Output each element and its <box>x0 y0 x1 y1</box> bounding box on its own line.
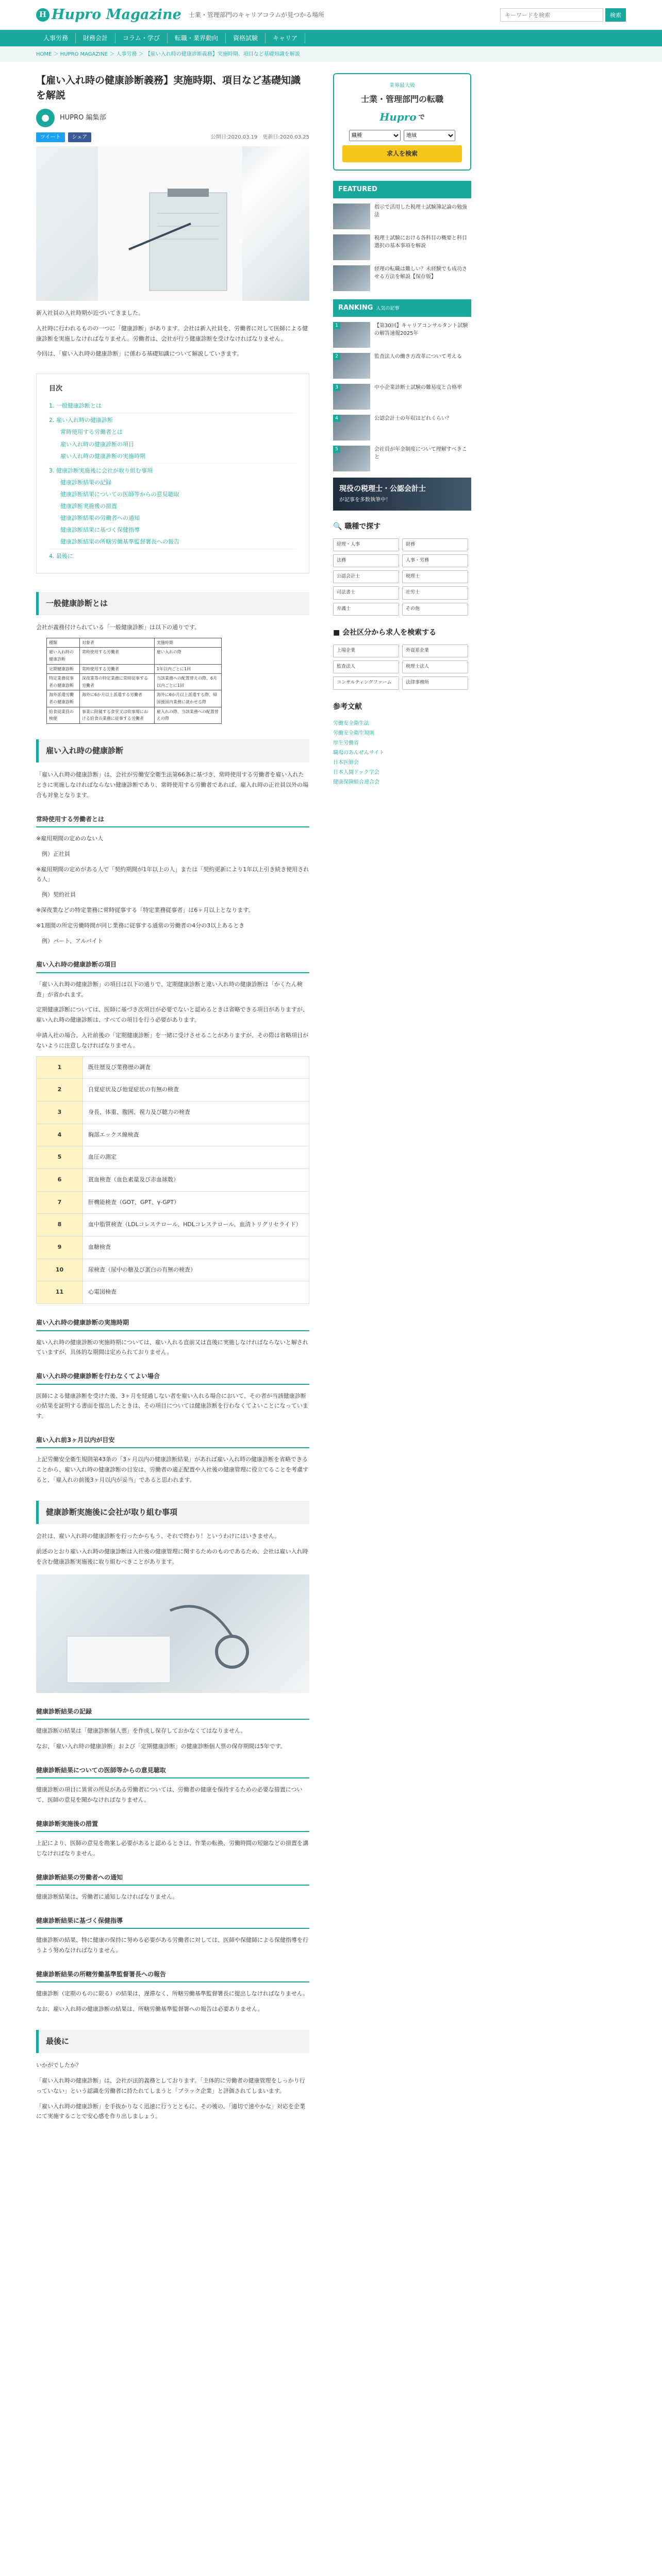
hupro-logo: Hupro で <box>379 111 425 124</box>
table-row <box>37 1236 309 1259</box>
toc-subitem[interactable]: 健康診断結果の所轄労働基準監督署長への報告 <box>60 538 179 546</box>
company-type-tag[interactable]: 税理士法人 <box>402 660 468 673</box>
ranking-heading: RANKING 人気の記事 <box>333 299 471 317</box>
toc-item[interactable]: 3. 健康診断実施後に会社が取り組む事項 <box>49 467 153 474</box>
item-number: 6 <box>37 1169 83 1192</box>
toc-subitem[interactable]: 健康診断結果についての医師等からの意見聴取 <box>60 490 179 498</box>
job-type-tag[interactable]: 公認会計士 <box>333 570 399 583</box>
section-heading: 一般健康診断とは <box>36 592 309 616</box>
subsection-heading: 健康診断結果に基づく保健指導 <box>36 1913 309 1929</box>
nav-item[interactable]: 転職・業界動向 <box>168 33 226 43</box>
ranking-article-title: 【第30回】キャリアコンサルタント試験の解答速報2025年 <box>374 323 468 336</box>
featured-article[interactable] <box>333 234 471 260</box>
rank-number: 2 <box>333 353 340 360</box>
references-title: 参考文献 <box>333 702 362 711</box>
company-type-tag[interactable]: 法律事務所 <box>402 676 468 689</box>
ranking-article-title: 中小企業診断士試験の難易度と合格率 <box>374 384 462 391</box>
featured-article[interactable] <box>333 204 471 229</box>
doctor-clipboard-illustration <box>36 146 309 301</box>
table-row <box>37 1146 309 1169</box>
section-text: 雇い入れ時の健康診断の実施時期については、雇い入れる直前又は直後に実施しなければならないと解されていますが、具体的な期間は定められておりません。 <box>36 1338 308 1356</box>
site-tagline: 士業・管理部門のキャリアコラムが見つかる場所 <box>188 11 325 19</box>
ranking-article-title: 会社員が年金制度について理解すべきこと <box>374 446 467 460</box>
job-search-title: 士業・管理部門の転職 <box>360 94 443 104</box>
table-cell: 対象者 <box>79 638 154 648</box>
item-number: 2 <box>37 1079 83 1101</box>
section-text: なお、雇い入れ時の健康診断の結果は、所轄労働基準監督署への報告は必要ありません。 <box>36 2005 263 2012</box>
item-number: 5 <box>37 1146 83 1169</box>
section-text: 申請入社の場合、入社前後の「定期健康診断」を一緒に受けさせることがありますが、その際は省略項目がないように注意しなければなりません。 <box>36 1031 308 1049</box>
item-label: 尿検査（尿中の糖及び蛋白の有無の検査） <box>83 1259 309 1281</box>
nav-item[interactable]: コラム・学び <box>115 33 168 43</box>
ranking-article[interactable] <box>333 353 471 379</box>
subsection-heading: 健康診断結果についての医師等からの意見聴取 <box>36 1763 309 1778</box>
featured-article-title: 経理の転職は難しい？未経験でも成功させる方法を解説【保存版】 <box>374 266 467 280</box>
table-cell: 雇入れの際、当該業務への配置替えの際 <box>154 707 221 723</box>
table-cell: 雇い入れの際 <box>154 648 221 664</box>
site-logo[interactable]: H Hupro Magazine <box>36 3 181 27</box>
reference-link[interactable]: 労働安全衛生法 <box>333 720 369 726</box>
section-heading: 最後に <box>36 2030 309 2054</box>
table-row <box>37 1281 309 1304</box>
job-type-tags <box>333 538 471 616</box>
list-item: 例）パート、アルバイト <box>36 937 103 944</box>
list-item: ※雇用期間の定めのない人 <box>36 835 104 842</box>
table-cell: 常時使用する労働者 <box>79 664 154 674</box>
section-text: 会社は、雇い入れ時の健康診断を行ったからもう、それで終わり！というわけにはいきません。 <box>36 1533 280 1540</box>
tweet-button[interactable]: ツイート <box>36 132 65 142</box>
item-number: 4 <box>37 1124 83 1146</box>
table-cell: 常時使用する労働者 <box>79 648 154 664</box>
reference-link[interactable]: 日本医師会 <box>333 759 359 766</box>
share-bar <box>36 132 309 142</box>
job-type-title: 🔍 職種で探す <box>333 522 381 531</box>
article-thumbnail <box>333 353 370 379</box>
checkup-types-table <box>46 638 222 724</box>
rank-number: 4 <box>333 415 340 422</box>
toc-item[interactable]: 4. 最後に <box>49 553 73 560</box>
article-thumbnail <box>333 234 370 260</box>
list-item: ※1週間の所定労働時間が同じ業務に従事する通常の労働者の4分の3以上あるとき <box>36 922 245 929</box>
medical-desk-image <box>36 1574 309 1693</box>
reference-link[interactable]: 厚生労働省 <box>333 740 359 746</box>
table-cell: 海外に6か月以上派遣する労働者 <box>79 690 154 707</box>
table-cell: 深夜業等の特定業務に常時従事する労働者 <box>79 674 154 690</box>
table-cell: 海外派遣労働者の健康診断 <box>47 690 80 707</box>
job-search-eyebrow: 業界最大級 <box>389 83 415 89</box>
sidebar <box>333 73 471 2127</box>
featured-article-title: 税理士試験における各科目の概要と科目選択の基本事項を解説 <box>374 235 467 249</box>
ranking-article[interactable] <box>333 415 471 440</box>
section-text: 健康診断（定期のものに限る）の結果は、遅滞なく、所轄労働基準監督署長に提出しなければなりません。 <box>36 1990 309 1997</box>
author-row <box>36 109 309 127</box>
toc-item[interactable]: 1. 一般健康診断とは <box>49 402 102 410</box>
references-list <box>333 719 471 787</box>
table-row <box>37 1079 309 1101</box>
nav-item[interactable]: キャリア <box>266 33 305 43</box>
table-cell: 特定業務従事者の健康診断 <box>47 674 80 690</box>
toc-subitem[interactable]: 雇い入れ時の健康診断の実施時期 <box>60 452 145 460</box>
company-type-tags <box>333 645 471 690</box>
section-heading: 雇い入れ時の健康診断 <box>36 739 309 763</box>
section-text: いかがでしたか？ <box>36 2062 81 2069</box>
item-label: 自覚症状及び他覚症状の有無の検査 <box>83 1079 309 1101</box>
item-number: 8 <box>37 1214 83 1236</box>
search-button[interactable]: 検索 <box>605 8 626 22</box>
table-cell: 定期健康診断 <box>47 664 80 674</box>
company-type-tag[interactable]: 監査法人 <box>333 660 399 673</box>
section-text: 健康診断の結果、特に健康の保持に努める必要がある労働者に対しては、医師や保健師による保健指導を行うよう努めなければなりません。 <box>36 1937 308 1954</box>
job-type-tag[interactable]: 経理・人事 <box>333 538 399 551</box>
table-cell: 給食従業員の検便 <box>47 707 80 723</box>
subsection-heading: 健康診断結果の労働者への通知 <box>36 1870 309 1886</box>
item-label: 胸部エックス線検査 <box>83 1124 309 1146</box>
article-thumbnail <box>333 415 370 440</box>
table-row <box>37 1056 309 1079</box>
item-label: 心電図検査 <box>83 1281 309 1304</box>
job-type-tag[interactable]: 司法書士 <box>333 586 399 599</box>
subsection-heading: 雇い入れ前3ヶ月以内が目安 <box>36 1433 309 1448</box>
article <box>36 73 309 2127</box>
reference-link[interactable]: 労働安全衛生規則 <box>333 730 374 736</box>
section-text: 前述のとおり雇い入れ時の健康診断は入社後の健康管理に関するためのものであるため、会社は雇い入れ時を含む健康診断実施後に取り組むべきことがあります。 <box>36 1548 308 1565</box>
article-thumbnail <box>333 446 370 471</box>
table-row <box>37 1169 309 1192</box>
author-name[interactable]: HUPRO 編集部 <box>60 113 106 122</box>
toc-subitem[interactable]: 健康診断結果の労働者への通知 <box>60 515 140 522</box>
job-type-tag[interactable]: 社労士 <box>402 586 468 599</box>
ranking-article[interactable] <box>333 384 471 410</box>
breadcrumb <box>0 46 662 62</box>
search-form <box>500 8 626 22</box>
article-dates: 公開日:2020.03.19 更新日:2020.03.25 <box>210 134 309 140</box>
table-cell: 当該業務への配置替えの際、6月以内ごとに1回 <box>154 674 221 690</box>
logo-mark-icon: H <box>36 8 49 22</box>
global-nav <box>0 30 662 46</box>
job-type-tag[interactable]: 法務 <box>333 554 399 567</box>
item-label: 血中脂質検査（LDLコレステロール、HDLコレステロール、血清トリグリセライド） <box>83 1214 309 1236</box>
list-item: ※雇用期間の定めがある人で「契約期間が1年以上の人」または「契約更新により1年以上引き続き使用される人」 <box>36 866 309 883</box>
subsection-heading: 健康診断実施後の措置 <box>36 1817 309 1832</box>
item-number: 10 <box>37 1259 83 1281</box>
article-thumbnail <box>333 204 370 229</box>
section-text: 健康診断の結果は「健康診断個人票」を作成し保存しておかなくてはなりません。 <box>36 1727 246 1734</box>
table-cell: 事業に附属する食堂又は炊事場における給食の業務に従事する労働者 <box>79 707 154 723</box>
ranking-article[interactable] <box>333 446 471 471</box>
table-cell: 海外に6か月以上派遣する際、帰国後国内業務に就かせる際 <box>154 690 221 707</box>
region-select[interactable] <box>404 130 455 141</box>
table-row <box>37 1259 309 1281</box>
company-type-tag[interactable]: コンサルティングファーム <box>333 676 399 689</box>
table-row <box>47 664 222 674</box>
table-row <box>47 648 222 664</box>
section-text: 「雇い入れ時の健康診断」の項目は以下の通りで、定期健康診断と違い入れ時の健康診断は「かくたん検査」が省かれます。 <box>36 980 303 998</box>
rank-number: 5 <box>333 446 340 453</box>
subsection-heading: 雇い入れ時の健康診断の項目 <box>36 957 309 973</box>
item-number: 11 <box>37 1281 83 1304</box>
section-text: なお、「雇い入れ時の健康診断」および「定期健康診断」の健康診断個人票の保存期間は5年です。 <box>36 1742 286 1750</box>
writers-banner[interactable]: 現役の税理士・公認会計士 が記事を多数執筆中！ <box>333 478 471 511</box>
nav-item[interactable]: 財務会計 <box>76 33 115 43</box>
company-type-tag[interactable]: 上場企業 <box>333 645 399 657</box>
article-thumbnail <box>333 322 370 348</box>
intro-paragraph: 新入社員の入社時期が近づいてきました。 <box>36 310 144 316</box>
table-row <box>47 674 222 690</box>
toc-subitem[interactable]: 健康診断結果に基づく保健指導 <box>60 527 140 534</box>
rank-number: 1 <box>333 322 340 329</box>
facebook-share-button[interactable]: シェア <box>68 132 92 142</box>
article-thumbnail <box>333 384 370 410</box>
job-type-tag[interactable]: 人事・労務 <box>402 554 468 567</box>
breadcrumb-text[interactable]: HOME ＞ HUPRO MAGAZINE ＞ 人事労務 ＞ 【雇い入れ時の健康診断義務】実施時期、項目など基礎知識を解説 <box>36 51 300 57</box>
item-label: 血糖検査 <box>83 1236 309 1259</box>
intro-paragraph: 入社時に行われるものの一つに「健康診断」があります。会社は新入社員を、労働者に対して医師による健康診断を実施しなければなりません。労働者は、会社が行う健康診断を受けなければなりません。 <box>36 325 308 342</box>
toc-subitem[interactable]: 常時使用する労働者とは <box>60 429 123 436</box>
item-number: 3 <box>37 1101 83 1124</box>
list-item: 例）契約社員 <box>36 891 76 899</box>
table-row <box>37 1101 309 1124</box>
ranking-article[interactable] <box>333 322 471 348</box>
avatar-icon: ● <box>36 109 55 127</box>
list-item: 例）正社員 <box>36 850 70 857</box>
job-type-select[interactable] <box>349 130 401 141</box>
section-text: 医師による健康診断を受けた後、3ヶ月を経過しない者を雇い入れる場合において、その者が当該健康診断の結果を証明する書面を提出したときは、その項目については健康診断を行わなくてよいことになっています。 <box>36 1392 308 1420</box>
section-text: 「雇い入れ時の健康診断」は、会社が労働安全衛生法第66条に基づき、常時使用する労働者を雇い入れたときに実施しなければならない健康診断であり、常時使用する労働者であれば、雇入れ時の正社員以外の場合も対象となります。 <box>36 771 308 799</box>
table-cell: 雇い入れ時の健康診断 <box>47 648 80 664</box>
article-thumbnail <box>333 265 370 291</box>
checkup-items-table <box>36 1056 309 1304</box>
job-type-tag[interactable]: 財務 <box>402 538 468 551</box>
featured-article-title: 指示で活用した税理士試験簿記論の勉強法 <box>374 204 467 218</box>
stethoscope-illustration <box>36 1574 309 1693</box>
table-row <box>47 690 222 707</box>
rank-number: 3 <box>333 384 340 391</box>
toc-item[interactable]: 2. 雇い入れ時の健康診断 <box>49 417 113 424</box>
company-type-title: ■ 会社区分から求人を検索する <box>333 629 437 637</box>
table-row <box>47 707 222 723</box>
section-text: 会社が義務付けられている「一般健康診断」は以下の通りです。 <box>36 624 201 631</box>
job-search-button[interactable]: 求人を検索 <box>342 145 462 162</box>
reference-link[interactable]: 健康保険組合連合会 <box>333 779 379 785</box>
section-text: 上記により、医師の意見を勘案し必要があると認めるときは、作業の転換、労働時間の短縮などの措置を講じなければなりません。 <box>36 1839 308 1857</box>
table-cell: 実施時期 <box>154 638 221 648</box>
subsection-heading: 雇い入れ時の健康診断の実施時期 <box>36 1315 309 1331</box>
table-row <box>37 1191 309 1214</box>
section-text: 「雇い入れ時の健康診断」を手抜かりなく迅速に行うとともに、その後の、「適切で速やかな」対応を企業にて実施することで安心感を作り出しましょう。 <box>36 2103 306 2120</box>
featured-heading: FEATURED <box>333 181 471 198</box>
toc-subitem[interactable]: 健康診断結果の記録 <box>60 479 111 486</box>
section-text: 上記労働安全衛生規則第43条の「3ヶ月以内の健康診断結果」があれば雇い入れ時の健康診断を省略できることから、雇い入れ時の健康診断の目安は、労働者の適正配置や入社後の健康管理に役立てることを考慮すると、「雇入れの前後3ヶ月以内が妥当」であると思われます。 <box>36 1456 308 1483</box>
reference-link[interactable]: 日本人間ドック学会 <box>333 769 379 775</box>
item-label: 血圧の測定 <box>83 1146 309 1169</box>
table-row <box>37 1124 309 1146</box>
job-type-tag[interactable]: その他 <box>402 603 468 616</box>
toc-subitem[interactable]: 雇い入れ時の健康診断の項目 <box>60 440 134 448</box>
subsection-heading: 健康診断結果の所轄労働基準監督署長への報告 <box>36 1967 309 1982</box>
section-text: 定期健康診断については、医師に基づき次項目が必要でないと認めるときは省略できる項目がありますが、雇い入れ時の健康診断は、すべての項目を行う必要があります。 <box>36 1006 308 1024</box>
toc-title: 目次 <box>49 385 63 393</box>
section-text: 健康診断結果は、労働者に通知しなければなりません。 <box>36 1893 178 1900</box>
subsection-heading: 常時使用する労働者とは <box>36 812 309 827</box>
item-label: 身長、体重、腹囲、視力及び聴力の検査 <box>83 1101 309 1124</box>
job-type-tag[interactable]: 税理士 <box>402 570 468 583</box>
toc-subitem[interactable]: 健康診断実施後の措置 <box>60 503 117 510</box>
table-cell: 1年以内ごとに1回 <box>154 664 221 674</box>
section-text: 「雇い入れ時の健康診断」は、会社が法的義務としております。「主体的に労働者の健康管理をしっかり行っていない」という認識を労働者に持たれてしまうと「ブラック企業」と評価されてしまいます。 <box>36 2077 305 2094</box>
subsection-heading: 健康診断結果の記録 <box>36 1704 309 1720</box>
featured-article[interactable] <box>333 265 471 291</box>
item-label: 貧血検査（血色素量及び赤血球数） <box>83 1169 309 1192</box>
table-of-contents <box>36 374 309 573</box>
reference-link[interactable]: 職場のあんぜんサイト <box>333 750 385 756</box>
table-row <box>47 638 222 648</box>
item-number: 1 <box>37 1056 83 1079</box>
job-type-tag[interactable]: 弁護士 <box>333 603 399 616</box>
subsection-heading: 雇い入れ時の健康診断を行わなくてよい場合 <box>36 1369 309 1384</box>
item-number: 9 <box>37 1236 83 1259</box>
hero-image <box>36 146 309 301</box>
list-item: ※深夜業などの特定業務に常時従事する「特定業務従事者」は6ヶ月以上となります。 <box>36 907 254 913</box>
search-input[interactable] <box>500 8 603 22</box>
company-type-tag[interactable]: 外資系企業 <box>402 645 468 657</box>
item-number: 7 <box>37 1191 83 1214</box>
item-label: 既往歴及び業務歴の調査 <box>83 1056 309 1079</box>
table-row <box>37 1214 309 1236</box>
nav-item[interactable]: 資格試験 <box>226 33 266 43</box>
table-cell: 種類 <box>47 638 80 648</box>
job-search-box <box>333 73 471 171</box>
item-label: 肝機能検査（GOT、GPT、γ-GPT） <box>83 1191 309 1214</box>
intro-paragraph: 今回は、「雇い入れ時の健康診断」に係わる基礎知識について解説していきます。 <box>36 350 243 358</box>
nav-item[interactable]: 人事労務 <box>36 33 76 43</box>
ranking-article-title: 監査法人の働き方改革について考える <box>374 353 462 360</box>
section-heading: 健康診断実施後に会社が取り組む事項 <box>36 1501 309 1524</box>
ranking-article-title: 公認会計士の年収はどれくらい？ <box>374 415 452 421</box>
article-title: 【雇い入れ時の健康診断義務】実施時期、項目など基礎知識を解説 <box>36 75 301 101</box>
section-text: 健康診断の項目に異常の所見がある労働者については、労働者の健康を保持するための必要な措置について、医師の意見を聞かなければなりません。 <box>36 1786 303 1803</box>
site-header <box>0 0 662 30</box>
